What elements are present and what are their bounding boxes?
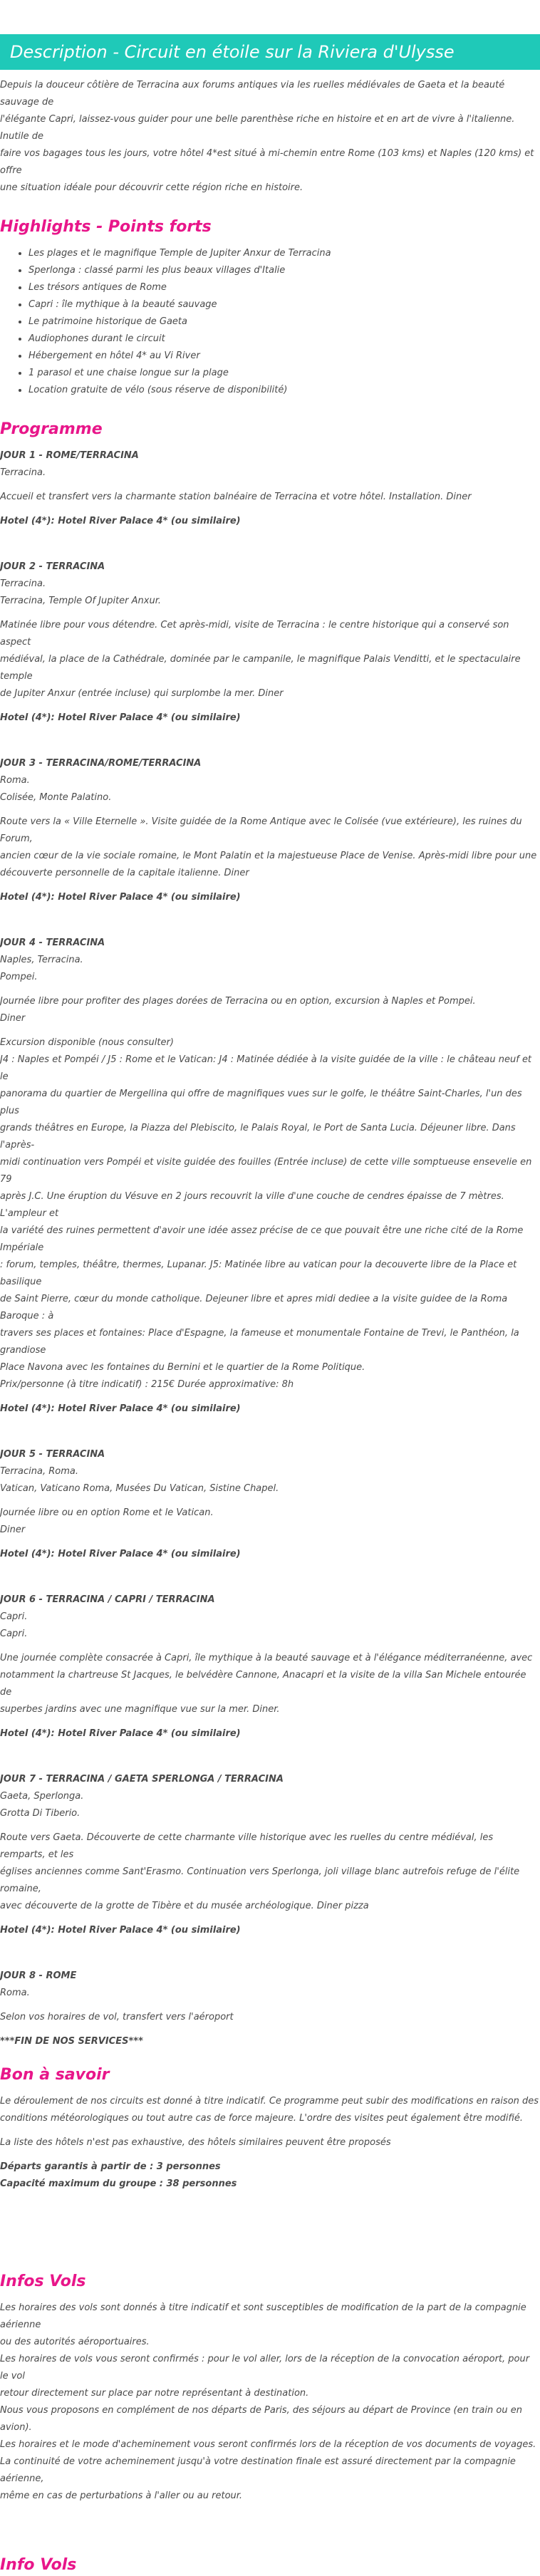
infos-vols-line: même en cas de perturbations à l'aller ou au retour. (0, 2491, 243, 2501)
day-hotel: Hotel (4*): Hotel River Palace 4* (ou similaire) (0, 1728, 241, 1739)
highlights-list (0, 245, 540, 399)
day-place: Terracina, Roma. (0, 1466, 78, 1477)
page (0, 34, 540, 2576)
day-6 (0, 1591, 540, 1743)
excursion-line: Excursion disponible (nous consulter) (0, 1037, 174, 1048)
day-7 (0, 1771, 540, 1939)
bon-a-savoir-title: Bon à savoir (0, 2066, 110, 2084)
day-title: JOUR 4 - TERRACINA (0, 938, 105, 948)
highlight-item: • Hébergement en hôtel 4* au Vi River (28, 348, 540, 365)
day-3 (0, 755, 540, 906)
day-text: superbes jardins avec une magnifique vue sur la mer. Diner. (0, 1704, 280, 1715)
highlight-item: • Sperlonga : classé parmi les plus beaux villages d'Italie (28, 262, 540, 279)
departs-garantis: Départs garantis à partir de : 3 personnes (0, 2161, 221, 2172)
day-text: églises anciennes comme Sant'Erasmo. Continuation vers Sperlonga, joli village blanc autrefois refuge de l'élite romaine, (0, 1866, 520, 1894)
day-place: Naples, Terracina. (0, 955, 83, 965)
infos-vols-line: Les horaires de vols vous seront confirmés : pour le vol aller, lors de la réception de la convocation aéroport, pour le vol (0, 2354, 530, 2382)
excursion-line: J4 : Naples et Pompéi / J5 : Rome et le Vatican: J4 : Matinée dédiée à la visite guidée de la ville : le château neuf et le (0, 1054, 532, 1082)
infos-vols-line: La continuité de votre acheminement jusqu'à votre destination finale est assuré directement par la compagnie aérienne, (0, 2456, 516, 2484)
day-hotel: Hotel (4*): Hotel River Palace 4* (ou similaire) (0, 1925, 241, 1936)
day-place: Colisée, Monte Palatino. (0, 792, 112, 803)
day-title: JOUR 1 - ROME/TERRACINA (0, 450, 139, 461)
excursion-line: grands théâtres en Europe, la Piazza del Plebiscito, le Palais Royal, le Port de Santa Lucia. Déjeuner libre. Dans l'après- (0, 1123, 516, 1151)
day-place: Capri. (0, 1611, 28, 1622)
day-title: JOUR 6 - TERRACINA / CAPRI / TERRACINA (0, 1594, 215, 1605)
day-hotel: Hotel (4*): Hotel River Palace 4* (ou similaire) (0, 1403, 241, 1414)
day-title: JOUR 3 - TERRACINA/ROME/TERRACINA (0, 758, 202, 769)
day-place: Roma. (0, 1988, 30, 1998)
day-place: Gaeta, Sperlonga. (0, 1791, 84, 1802)
description-line: Depuis la douceur côtière de Terracina aux forums antiques via les ruelles médiévales de Gaeta et la beauté sauvage de (0, 80, 505, 108)
excursion-line: Prix/personne (à titre indicatif) : 215€ Durée approximative: 8h (0, 1379, 294, 1390)
day-text: notamment la chartreuse St Jacques, le belvédère Cannone, Anacapri et la visite de la villa San Michele entourée de (0, 1670, 526, 1698)
infos-vols-line: Les horaires des vols sont donnés à titre indicatif et sont susceptibles de modification de la part de la compagnie aérienne (0, 2302, 526, 2330)
day-text: Route vers la « Ville Eternelle ». Visite guidée de la Rome Antique avec le Colisée (vue extérieure), les ruines du Forum, (0, 816, 522, 844)
excursion-line: de Saint Pierre, cœur du monde catholique. Dejeuner libre et apres midi dediee a la visite guidee de la Roma Baroque : à (0, 1294, 508, 1321)
day-8 (0, 1968, 540, 2050)
day-hotel: Hotel (4*): Hotel River Palace 4* (ou similaire) (0, 892, 241, 903)
day-text: médiéval, la place de la Cathédrale, dominée par le campanile, le magnifique Palais Venditti, et le spectaculaire temple (0, 654, 521, 682)
day-1 (0, 447, 540, 530)
info-vols-title: Info Vols (0, 2556, 77, 2574)
highlight-item: • Les plages et le magnifique Temple de Jupiter Anxur de Terracina (28, 245, 540, 262)
end-of-services: ***FIN DE NOS SERVICES*** (0, 2036, 143, 2047)
hotels-note: La liste des hôtels n'est pas exhaustive, des hôtels similaires peuvent être proposés (0, 2137, 391, 2148)
highlight-item: • Location gratuite de vélo (sous réserve de disponibilité) (28, 382, 540, 399)
infos-vols-line: Les horaires et le mode d'acheminement vous seront confirmés lors de la réception de vos documents de voyages. (0, 2439, 536, 2450)
highlight-item: • Le patrimoine historique de Gaeta (28, 313, 540, 331)
excursion-line: travers ses places et fontaines: Place d'Espagne, la fameuse et monumentale Fontaine de Trevi, le Panthéon, la grandiose (0, 1328, 519, 1356)
description-line: l'élégante Capri, laissez-vous guider pour une belle parenthèse riche en histoire et en art de vivre à l'italienne. Inutile de (0, 114, 515, 142)
highlight-item: • Capri : île mythique à la beauté sauvage (28, 296, 540, 313)
description-line: faire vos bagages tous les jours, votre hôtel 4*est situé à mi-chemin entre Rome (103 kms) et Naples (120 kms) et offre (0, 148, 534, 176)
day-place: Grotta Di Tiberio. (0, 1808, 81, 1819)
day-text: Journée libre ou en option Rome et le Vatican. (0, 1507, 214, 1518)
capacite-maximum: Capacité maximum du groupe : 38 personnes (0, 2178, 237, 2189)
day-title: JOUR 8 - ROME (0, 1970, 77, 1981)
description-text (0, 77, 540, 197)
bon-a-savoir-line: Le déroulement de nos circuits est donné à titre indicatif. Ce programme peut subir des modifications en raison des (0, 2096, 539, 2107)
infos-vols-title: Infos Vols (0, 2273, 86, 2290)
day-text: de Jupiter Anxur (entrée incluse) qui surplombe la mer. Diner (0, 688, 284, 699)
day-place: Terracina. (0, 578, 46, 589)
day-title: JOUR 5 - TERRACINA (0, 1449, 105, 1460)
excursion-line: après J.C. Une éruption du Vésuve en 2 jours recouvrit la ville d'une couche de cendres épaisse de 7 mètres. L'ampleur et (0, 1191, 504, 1219)
bon-a-savoir-line: conditions météorologiques ou tout autre cas de force majeure. L'ordre des visites peut également être modifié. (0, 2113, 524, 2124)
day-title: JOUR 7 - TERRACINA / GAETA SPERLONGA / TERRACINA (0, 1774, 284, 1785)
day-text: avec découverte de la grotte de Tibère et du musée archéologique. Diner pizza (0, 1901, 369, 1911)
excursion-line: : forum, temples, théâtre, thermes, Lupanar. J5: Matinée libre au vatican pour la decouverte libre de la Place et basilique (0, 1260, 517, 1287)
day-place: Pompei. (0, 972, 38, 982)
day-hotel: Hotel (4*): Hotel River Palace 4* (ou similaire) (0, 1549, 241, 1559)
day-title: JOUR 2 - TERRACINA (0, 561, 105, 572)
day-place: Terracina. (0, 467, 46, 478)
day-2 (0, 559, 540, 727)
day-text: ancien cœur de la vie sociale romaine, le Mont Palatin et la majestueuse Place de Venise. Après-midi libre pour une (0, 851, 537, 861)
programme-title: Programme (0, 420, 103, 438)
highlight-item: • 1 parasol et une chaise longue sur la plage (28, 365, 540, 382)
excursion-line: Place Navona avec les fontaines du Bernini et le quartier de la Rome Politique. (0, 1362, 365, 1373)
excursion-line: la variété des ruines permettent d'avoir une idée assez précise de ce que pouvait être une riche cité de la Rome Impériale (0, 1225, 524, 1253)
day-place: Vatican, Vaticano Roma, Musées Du Vatican, Sistine Chapel. (0, 1483, 279, 1494)
day-text: découverte personnelle de la capitale italienne. Diner (0, 868, 249, 878)
day-5 (0, 1446, 540, 1563)
description-banner: Description - Circuit en étoile sur la Riviera d'Ulysse (0, 34, 540, 70)
highlight-item: • Audiophones durant le circuit (28, 331, 540, 348)
day-place: Roma. (0, 775, 30, 786)
day-text: Accueil et transfert vers la charmante station balnéaire de Terracina et votre hôtel. Installation. Diner (0, 492, 472, 502)
excursion-line: midi continuation vers Pompéi et visite guidée des fouilles (Entrée incluse) de cette ville somptueuse ensevelie en 79 (0, 1157, 532, 1185)
day-text: Journée libre pour profiter des plages dorées de Terracina ou en option, excursion à Naples et Pompei. (0, 996, 476, 1007)
day-text: Route vers Gaeta. Découverte de cette charmante ville historique avec les ruelles du centre médiéval, les remparts, et les (0, 1832, 494, 1860)
highlights-title: Highlights - Points forts (0, 218, 212, 236)
highlight-item: • Les trésors antiques de Rome (28, 279, 540, 296)
day-hotel: Hotel (4*): Hotel River Palace 4* (ou similaire) (0, 516, 241, 526)
infos-vols-line: Nous vous proposons en complément de nos départs de Paris, des séjours au départ de Province (en train ou en avion). (0, 2405, 522, 2433)
day-place: Capri. (0, 1629, 28, 1639)
day-text: Matinée libre pour vous détendre. Cet après-midi, visite de Terracina : le centre historique qui a conservé son aspect (0, 620, 509, 648)
day-hotel: Hotel (4*): Hotel River Palace 4* (ou similaire) (0, 712, 241, 723)
description-line: une situation idéale pour découvrir cette région riche en histoire. (0, 182, 303, 193)
infos-vols-line: ou des autorités aéroportuaires. (0, 2337, 150, 2347)
excursion-line: panorama du quartier de Mergellina qui offre de magnifiques vues sur le golfe, le théâtre Saint-Charles, l'un des plus (0, 1089, 522, 1116)
day-text: Diner (0, 1013, 26, 1024)
day-place: Terracina, Temple Of Jupiter Anxur. (0, 596, 162, 606)
infos-vols-line: retour directement sur place par notre représentant à destination. (0, 2388, 309, 2399)
day-text: Une journée complète consacrée à Capri, île mythique à la beauté sauvage et à l'élégance méditerranéenne, avec (0, 1653, 533, 1663)
day-4 (0, 935, 540, 1418)
day-text: Diner (0, 1525, 26, 1535)
day-text: Selon vos horaires de vol, transfert vers l'aéroport (0, 2012, 234, 2022)
